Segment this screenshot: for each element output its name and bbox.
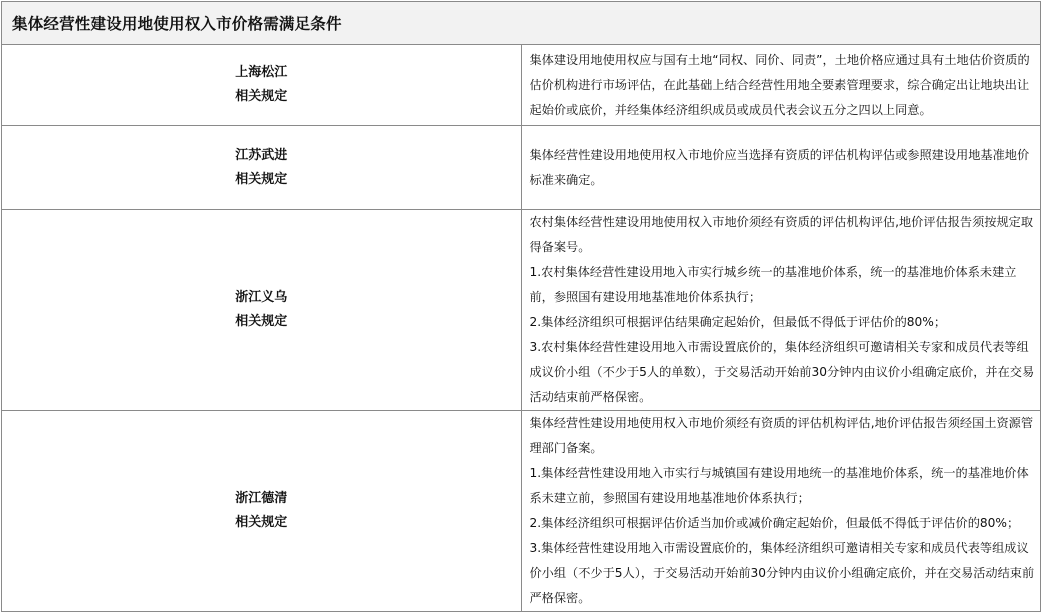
regulation-line: 1.集体经营性建设用地入市实行与城镇国有建设用地统一的基准地价体系，统一的基准地价体系未建立前，参照国有建设用地基准地价体系执行；: [529, 466, 1029, 505]
regulation-content: [521, 45, 1041, 126]
region-suffix: 相关规定: [235, 171, 288, 187]
regulation-line: 2.集体经济组织可根据评估价适当加价或减价确定起始价，但最低不得低于评估价的80%；: [529, 516, 1020, 530]
region-name: 浙江义乌: [235, 290, 288, 305]
table-row-zhejiang-deqing: [2, 411, 1041, 612]
regulation-line: 1.农村集体经营性建设用地入市实行城乡统一的基准地价体系，统一的基准地价体系未建立前，参照国有建设用地基准地价体系执行；: [529, 265, 1017, 304]
region-label: [2, 126, 522, 210]
regulation-table: [1, 1, 1041, 612]
table-row-zhejiang-yiwu: [2, 210, 1041, 411]
region-label: [2, 411, 522, 612]
regulation-line: 集体经营性建设用地使用权入市地价应当选择有资质的评估机构评估或参照建设用地基准地价标准来确定。: [529, 147, 1030, 187]
region-name: 江苏武进: [235, 147, 288, 163]
regulation-line: 3.集体经营性建设用地入市需设置底价的，集体经济组织可邀请相关专家和成员代表等组成议价小组（不少于5人），于交易活动开始前30分钟内由议价小组确定底价，并在交易活动结束前严格保密。: [529, 541, 1035, 605]
table-row-jiangsu-wujin: [2, 126, 1041, 210]
regulation-line: 3.农村集体经营性建设用地入市需设置底价的，集体经济组织可邀请相关专家和成员代表等组成议价小组（不少于5人的单数），于交易活动开始前30分钟内由议价小组确定底价，并在交易活动结束前严格保密。: [529, 340, 1035, 404]
regulation-content: [521, 126, 1041, 210]
regulation-content: [521, 210, 1041, 411]
table-title: 集体经营性建设用地使用权入市价格需满足条件: [2, 2, 1041, 45]
regulation-line: 集体建设用地使用权应与国有土地“同权、同价、同责”，土地价格应通过具有土地估价资质的估价机构进行市场评估，在此基础上结合经营性用地全要素管理要求，综合确定出让地块出让起始价或底价，并经集体经济组织成员或成员代表会议五分之四以上同意。: [529, 52, 1030, 117]
regulation-content: [521, 411, 1041, 612]
region-suffix: 相关规定: [235, 89, 288, 104]
region-name: 浙江德清: [235, 491, 288, 506]
region-suffix: 相关规定: [235, 314, 288, 329]
regulation-line: 2.集体经济组织可根据评估结果确定起始价，但最低不得低于评估价的80%；: [529, 315, 947, 329]
regulation-table-sheet: [1, 1, 1041, 605]
regulation-line: 集体经营性建设用地使用权入市地价须经有资质的评估机构评估,地价评估报告须经国土资源管理部门备案。: [529, 416, 1034, 455]
title-row: [2, 2, 1041, 45]
region-label: [2, 45, 522, 126]
region-label: [2, 210, 522, 411]
table-row-shanghai-songjiang: [2, 45, 1041, 126]
region-suffix: 相关规定: [235, 515, 288, 530]
region-name: 上海松江: [235, 65, 288, 80]
regulation-line: 农村集体经营性建设用地使用权入市地价须经有资质的评估机构评估,地价评估报告须按规定取得备案号。: [529, 215, 1034, 254]
